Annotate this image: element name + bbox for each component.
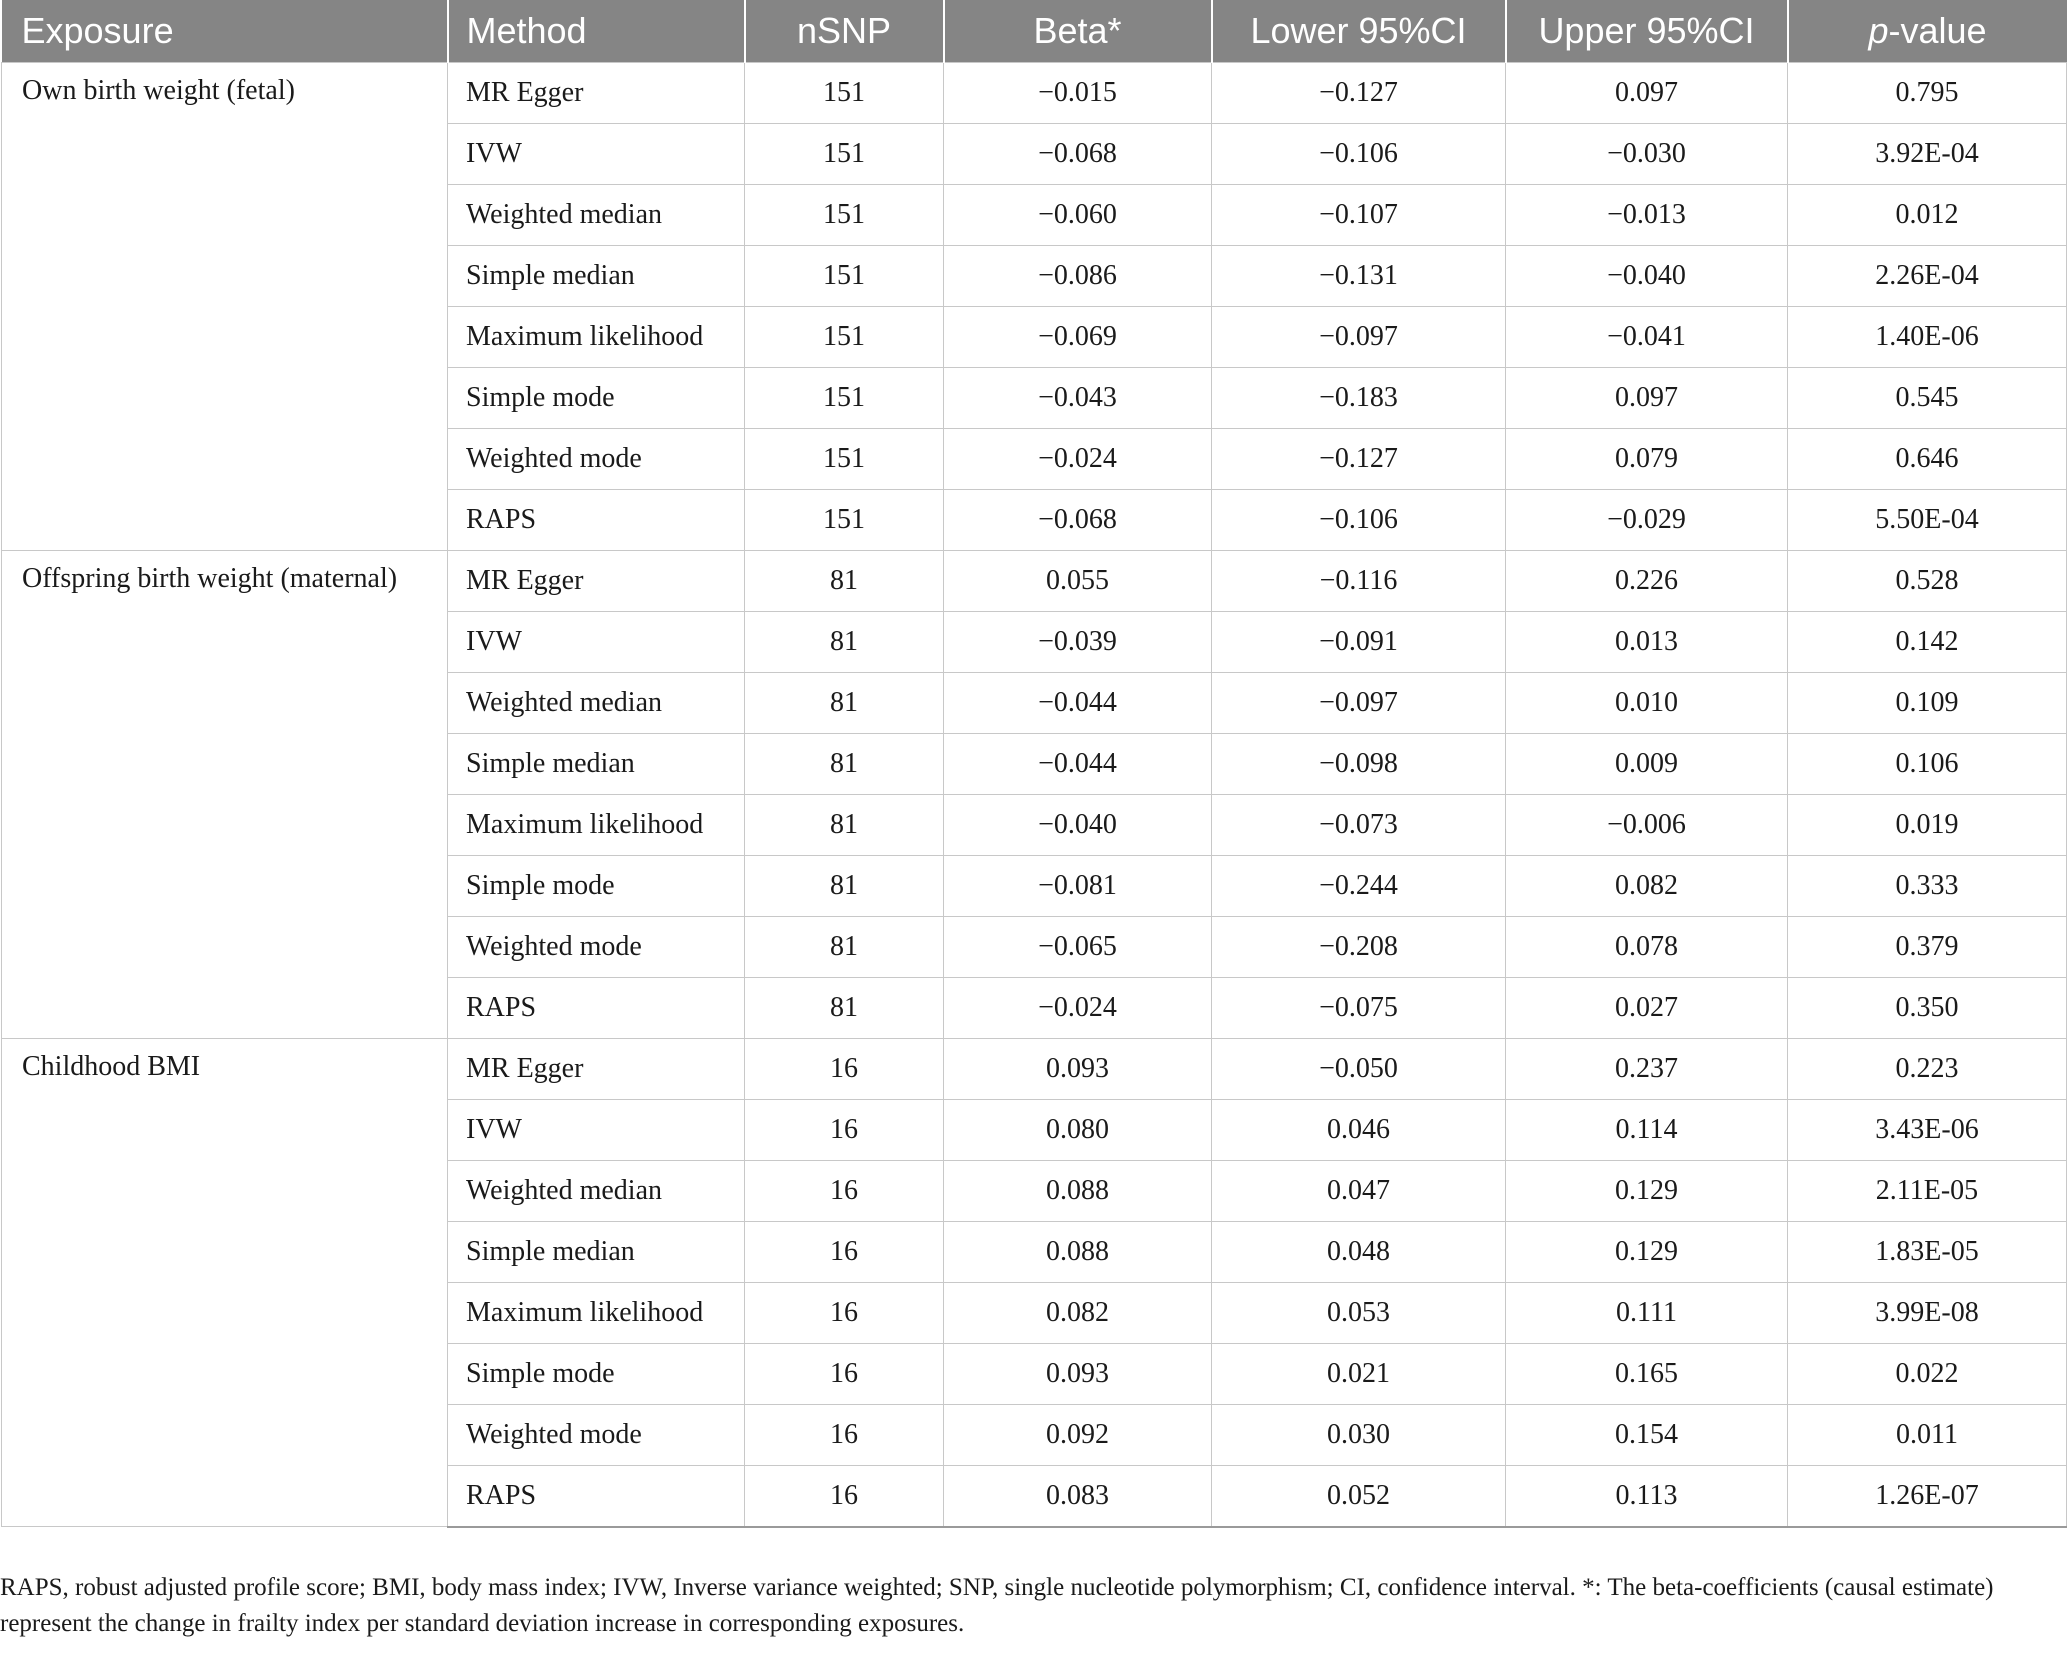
upper-ci-cell: 0.129 [1506,1222,1788,1283]
lower-ci-cell: 0.030 [1212,1405,1506,1466]
method-cell: Simple mode [448,856,745,917]
p-value-cell: 0.019 [1788,795,2067,856]
nsnp-cell: 16 [745,1405,944,1466]
p-value-cell: 0.106 [1788,734,2067,795]
upper-ci-cell: −0.029 [1506,490,1788,551]
beta-cell: −0.044 [944,673,1212,734]
beta-cell: −0.069 [944,307,1212,368]
upper-ci-cell: 0.027 [1506,978,1788,1039]
beta-cell: 0.082 [944,1283,1212,1344]
p-value-cell: 0.795 [1788,63,2067,124]
p-value-cell: 0.333 [1788,856,2067,917]
table-body [2,63,2067,1527]
beta-cell: −0.081 [944,856,1212,917]
beta-cell: 0.083 [944,1466,1212,1527]
lower-ci-cell: 0.053 [1212,1283,1506,1344]
beta-cell: −0.043 [944,368,1212,429]
p-value-cell: 0.142 [1788,612,2067,673]
nsnp-cell: 81 [745,856,944,917]
method-cell: Weighted median [448,1161,745,1222]
p-value-cell: 0.011 [1788,1405,2067,1466]
p-value-cell: 0.545 [1788,368,2067,429]
upper-ci-cell: 0.165 [1506,1344,1788,1405]
method-cell: RAPS [448,1466,745,1527]
nsnp-cell: 151 [745,368,944,429]
nsnp-cell: 16 [745,1161,944,1222]
method-cell: Weighted mode [448,917,745,978]
p-value-cell: 0.528 [1788,551,2067,612]
nsnp-cell: 81 [745,734,944,795]
header-p-suffix: -value [1888,10,1987,51]
method-cell: Maximum likelihood [448,307,745,368]
nsnp-cell: 81 [745,673,944,734]
upper-ci-cell: 0.154 [1506,1405,1788,1466]
exposure-cell: Childhood BMI [2,1039,448,1527]
upper-ci-cell: −0.041 [1506,307,1788,368]
nsnp-cell: 16 [745,1344,944,1405]
method-cell: IVW [448,612,745,673]
p-value-cell: 0.012 [1788,185,2067,246]
beta-cell: 0.088 [944,1161,1212,1222]
exposure-cell: Offspring birth weight (maternal) [2,551,448,1039]
method-cell: MR Egger [448,63,745,124]
lower-ci-cell: −0.106 [1212,490,1506,551]
beta-cell: −0.086 [944,246,1212,307]
nsnp-cell: 81 [745,978,944,1039]
nsnp-cell: 81 [745,551,944,612]
method-cell: MR Egger [448,1039,745,1100]
upper-ci-cell: 0.097 [1506,368,1788,429]
method-cell: Simple mode [448,1344,745,1405]
lower-ci-cell: 0.052 [1212,1466,1506,1527]
nsnp-cell: 16 [745,1222,944,1283]
p-value-cell: 2.11E-05 [1788,1161,2067,1222]
upper-ci-cell: 0.237 [1506,1039,1788,1100]
p-value-cell: 1.26E-07 [1788,1466,2067,1527]
beta-cell: 0.080 [944,1100,1212,1161]
p-value-cell: 1.40E-06 [1788,307,2067,368]
nsnp-cell: 151 [745,63,944,124]
nsnp-cell: 151 [745,307,944,368]
upper-ci-cell: −0.006 [1506,795,1788,856]
results-table-container [1,0,2066,1528]
upper-ci-cell: 0.111 [1506,1283,1788,1344]
nsnp-cell: 81 [745,917,944,978]
p-value-cell: 0.350 [1788,978,2067,1039]
header-method: Method [448,0,745,63]
upper-ci-cell: 0.114 [1506,1100,1788,1161]
nsnp-cell: 151 [745,124,944,185]
nsnp-cell: 151 [745,429,944,490]
lower-ci-cell: −0.097 [1212,673,1506,734]
lower-ci-cell: −0.208 [1212,917,1506,978]
lower-ci-cell: 0.047 [1212,1161,1506,1222]
nsnp-cell: 16 [745,1100,944,1161]
method-cell: IVW [448,1100,745,1161]
p-value-cell: 0.109 [1788,673,2067,734]
upper-ci-cell: −0.030 [1506,124,1788,185]
upper-ci-cell: 0.113 [1506,1466,1788,1527]
lower-ci-cell: −0.098 [1212,734,1506,795]
upper-ci-cell: 0.079 [1506,429,1788,490]
method-cell: Weighted median [448,673,745,734]
lower-ci-cell: −0.127 [1212,63,1506,124]
upper-ci-cell: 0.129 [1506,1161,1788,1222]
lower-ci-cell: −0.116 [1212,551,1506,612]
beta-cell: −0.068 [944,124,1212,185]
upper-ci-cell: 0.082 [1506,856,1788,917]
p-value-cell: 3.92E-04 [1788,124,2067,185]
header-lower-ci: Lower 95%CI [1212,0,1506,63]
beta-cell: −0.024 [944,978,1212,1039]
p-value-cell: 0.379 [1788,917,2067,978]
mr-results-table [1,0,2067,1528]
table-row [2,1039,2067,1100]
upper-ci-cell: 0.097 [1506,63,1788,124]
beta-cell: 0.088 [944,1222,1212,1283]
beta-cell: 0.092 [944,1405,1212,1466]
method-cell: Weighted mode [448,429,745,490]
p-value-cell: 0.223 [1788,1039,2067,1100]
nsnp-cell: 81 [745,612,944,673]
beta-cell: −0.015 [944,63,1212,124]
upper-ci-cell: 0.226 [1506,551,1788,612]
header-exposure: Exposure [2,0,448,63]
beta-cell: −0.060 [944,185,1212,246]
table-footnote: RAPS, robust adjusted profile score; BMI, body mass index; IVW, Inverse variance weighted; SNP, single nucleotide polymorphism; CI, confidence interval. *: The beta-coefficients (causal estimate) represent the change in frailty index per standard deviation increase in corresponding exposures. [0,1574,1994,1637]
lower-ci-cell: −0.131 [1212,246,1506,307]
nsnp-cell: 151 [745,185,944,246]
method-cell: Simple median [448,1222,745,1283]
nsnp-cell: 16 [745,1039,944,1100]
lower-ci-cell: 0.046 [1212,1100,1506,1161]
p-value-cell: 0.646 [1788,429,2067,490]
lower-ci-cell: −0.244 [1212,856,1506,917]
beta-cell: −0.024 [944,429,1212,490]
upper-ci-cell: 0.013 [1506,612,1788,673]
upper-ci-cell: 0.009 [1506,734,1788,795]
header-beta: Beta* [944,0,1212,63]
header-row [2,0,2067,63]
method-cell: IVW [448,124,745,185]
table-row [2,551,2067,612]
exposure-cell: Own birth weight (fetal) [2,63,448,551]
nsnp-cell: 16 [745,1283,944,1344]
method-cell: RAPS [448,490,745,551]
lower-ci-cell: −0.091 [1212,612,1506,673]
nsnp-cell: 151 [745,246,944,307]
p-value-cell: 3.99E-08 [1788,1283,2067,1344]
beta-cell: −0.068 [944,490,1212,551]
lower-ci-cell: −0.107 [1212,185,1506,246]
lower-ci-cell: −0.183 [1212,368,1506,429]
header-upper-ci: Upper 95%CI [1506,0,1788,63]
nsnp-cell: 81 [745,795,944,856]
method-cell: Weighted median [448,185,745,246]
method-cell: Weighted mode [448,1405,745,1466]
header-p-italic: p [1868,10,1889,51]
p-value-cell: 0.022 [1788,1344,2067,1405]
beta-cell: 0.093 [944,1344,1212,1405]
p-value-cell: 1.83E-05 [1788,1222,2067,1283]
lower-ci-cell: −0.127 [1212,429,1506,490]
method-cell: MR Egger [448,551,745,612]
method-cell: Simple mode [448,368,745,429]
nsnp-cell: 151 [745,490,944,551]
lower-ci-cell: −0.097 [1212,307,1506,368]
method-cell: Simple median [448,734,745,795]
method-cell: Maximum likelihood [448,795,745,856]
lower-ci-cell: −0.050 [1212,1039,1506,1100]
method-cell: Simple median [448,246,745,307]
beta-cell: −0.040 [944,795,1212,856]
lower-ci-cell: 0.021 [1212,1344,1506,1405]
table-row [2,63,2067,124]
beta-cell: −0.044 [944,734,1212,795]
p-value-cell: 3.43E-06 [1788,1100,2067,1161]
header-nsnp: nSNP [745,0,944,63]
upper-ci-cell: 0.078 [1506,917,1788,978]
lower-ci-cell: −0.073 [1212,795,1506,856]
p-value-cell: 2.26E-04 [1788,246,2067,307]
lower-ci-cell: 0.048 [1212,1222,1506,1283]
method-cell: Maximum likelihood [448,1283,745,1344]
upper-ci-cell: 0.010 [1506,673,1788,734]
beta-cell: 0.055 [944,551,1212,612]
lower-ci-cell: −0.106 [1212,124,1506,185]
lower-ci-cell: −0.075 [1212,978,1506,1039]
upper-ci-cell: −0.040 [1506,246,1788,307]
p-value-cell: 5.50E-04 [1788,490,2067,551]
beta-cell: 0.093 [944,1039,1212,1100]
beta-cell: −0.039 [944,612,1212,673]
upper-ci-cell: −0.013 [1506,185,1788,246]
header-p-value [1788,0,2067,63]
nsnp-cell: 16 [745,1466,944,1527]
method-cell: RAPS [448,978,745,1039]
beta-cell: −0.065 [944,917,1212,978]
